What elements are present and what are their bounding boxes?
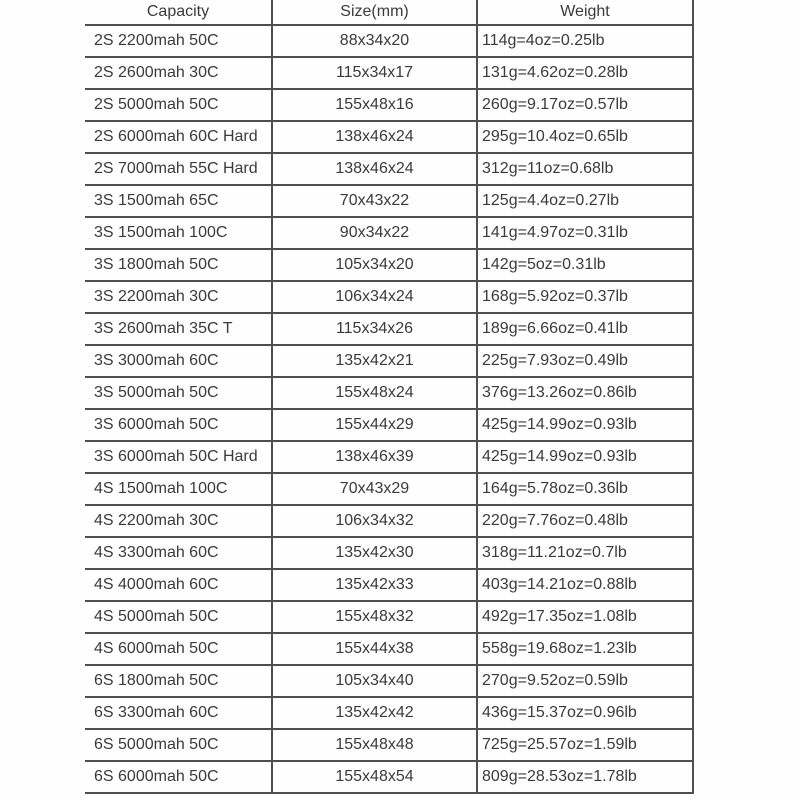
capacity-cell: 2S 2600mah 30C (85, 57, 272, 89)
size-cell: 135x42x30 (272, 537, 477, 569)
capacity-cell: 2S 5000mah 50C (85, 89, 272, 121)
capacity-cell: 4S 2200mah 30C (85, 505, 272, 537)
capacity-cell: 4S 6000mah 50C (85, 633, 272, 665)
table-row (85, 345, 693, 377)
size-cell: 138x46x24 (272, 121, 477, 153)
capacity-cell: 6S 3300mah 60C (85, 697, 272, 729)
table-row (85, 729, 693, 761)
table-row (85, 601, 693, 633)
weight-cell: 403g=14.21oz=0.88lb (477, 569, 693, 601)
table-row (85, 473, 693, 505)
table-row (85, 153, 693, 185)
capacity-cell: 4S 5000mah 50C (85, 601, 272, 633)
capacity-cell: 3S 2200mah 30C (85, 281, 272, 313)
weight-cell: 142g=5oz=0.31lb (477, 249, 693, 281)
capacity-cell: 3S 3000mah 60C (85, 345, 272, 377)
weight-cell: 125g=4.4oz=0.27lb (477, 185, 693, 217)
capacity-cell: 3S 6000mah 50C Hard (85, 441, 272, 473)
capacity-cell: 6S 5000mah 50C (85, 729, 272, 761)
weight-cell: 270g=9.52oz=0.59lb (477, 665, 693, 697)
weight-cell: 809g=28.53oz=1.78lb (477, 761, 693, 793)
table-row (85, 441, 693, 473)
column-header-size: Size(mm) (272, 0, 477, 25)
table-row (85, 89, 693, 121)
table-row (85, 569, 693, 601)
capacity-cell: 6S 6000mah 50C (85, 761, 272, 793)
size-cell: 90x34x22 (272, 217, 477, 249)
weight-cell: 312g=11oz=0.68lb (477, 153, 693, 185)
size-cell: 106x34x32 (272, 505, 477, 537)
size-cell: 155x48x32 (272, 601, 477, 633)
size-cell: 70x43x22 (272, 185, 477, 217)
table-body (85, 25, 693, 793)
size-cell: 115x34x26 (272, 313, 477, 345)
battery-spec-table (85, 0, 694, 794)
table-row (85, 185, 693, 217)
column-header-capacity: Capacity (85, 0, 272, 25)
table-row (85, 281, 693, 313)
capacity-cell: 3S 1500mah 65C (85, 185, 272, 217)
table-row (85, 761, 693, 793)
table-row (85, 377, 693, 409)
size-cell: 70x43x29 (272, 473, 477, 505)
table-row (85, 665, 693, 697)
weight-cell: 220g=7.76oz=0.48lb (477, 505, 693, 537)
weight-cell: 189g=6.66oz=0.41lb (477, 313, 693, 345)
size-cell: 135x42x21 (272, 345, 477, 377)
size-cell: 88x34x20 (272, 25, 477, 57)
capacity-cell: 3S 2600mah 35C T (85, 313, 272, 345)
capacity-cell: 4S 3300mah 60C (85, 537, 272, 569)
size-cell: 106x34x24 (272, 281, 477, 313)
size-cell: 155x48x24 (272, 377, 477, 409)
table-row (85, 633, 693, 665)
weight-cell: 425g=14.99oz=0.93lb (477, 409, 693, 441)
size-cell: 155x48x48 (272, 729, 477, 761)
weight-cell: 436g=15.37oz=0.96lb (477, 697, 693, 729)
weight-cell: 260g=9.17oz=0.57lb (477, 89, 693, 121)
weight-cell: 114g=4oz=0.25lb (477, 25, 693, 57)
capacity-cell: 3S 1500mah 100C (85, 217, 272, 249)
table-row (85, 25, 693, 57)
size-cell: 115x34x17 (272, 57, 477, 89)
size-cell: 155x48x54 (272, 761, 477, 793)
header-row (85, 0, 693, 25)
weight-cell: 725g=25.57oz=1.59lb (477, 729, 693, 761)
capacity-cell: 4S 4000mah 60C (85, 569, 272, 601)
table-row (85, 537, 693, 569)
weight-cell: 295g=10.4oz=0.65lb (477, 121, 693, 153)
weight-cell: 318g=11.21oz=0.7lb (477, 537, 693, 569)
capacity-cell: 4S 1500mah 100C (85, 473, 272, 505)
weight-cell: 164g=5.78oz=0.36lb (477, 473, 693, 505)
table-row (85, 313, 693, 345)
size-cell: 155x44x29 (272, 409, 477, 441)
column-header-weight: Weight (477, 0, 693, 25)
weight-cell: 168g=5.92oz=0.37lb (477, 281, 693, 313)
capacity-cell: 2S 7000mah 55C Hard (85, 153, 272, 185)
table-row (85, 57, 693, 89)
table-row (85, 249, 693, 281)
weight-cell: 225g=7.93oz=0.49lb (477, 345, 693, 377)
size-cell: 155x44x38 (272, 633, 477, 665)
weight-cell: 558g=19.68oz=1.23lb (477, 633, 693, 665)
size-cell: 135x42x42 (272, 697, 477, 729)
table-row (85, 505, 693, 537)
capacity-cell: 6S 1800mah 50C (85, 665, 272, 697)
capacity-cell: 2S 2200mah 50C (85, 25, 272, 57)
size-cell: 138x46x24 (272, 153, 477, 185)
table-row (85, 409, 693, 441)
size-cell: 105x34x20 (272, 249, 477, 281)
table-row (85, 217, 693, 249)
weight-cell: 492g=17.35oz=1.08lb (477, 601, 693, 633)
size-cell: 135x42x33 (272, 569, 477, 601)
size-cell: 155x48x16 (272, 89, 477, 121)
capacity-cell: 3S 5000mah 50C (85, 377, 272, 409)
capacity-cell: 3S 6000mah 50C (85, 409, 272, 441)
weight-cell: 376g=13.26oz=0.86lb (477, 377, 693, 409)
table-row (85, 697, 693, 729)
weight-cell: 131g=4.62oz=0.28lb (477, 57, 693, 89)
size-cell: 105x34x40 (272, 665, 477, 697)
capacity-cell: 2S 6000mah 60C Hard (85, 121, 272, 153)
table-row (85, 121, 693, 153)
weight-cell: 425g=14.99oz=0.93lb (477, 441, 693, 473)
size-cell: 138x46x39 (272, 441, 477, 473)
weight-cell: 141g=4.97oz=0.31lb (477, 217, 693, 249)
capacity-cell: 3S 1800mah 50C (85, 249, 272, 281)
